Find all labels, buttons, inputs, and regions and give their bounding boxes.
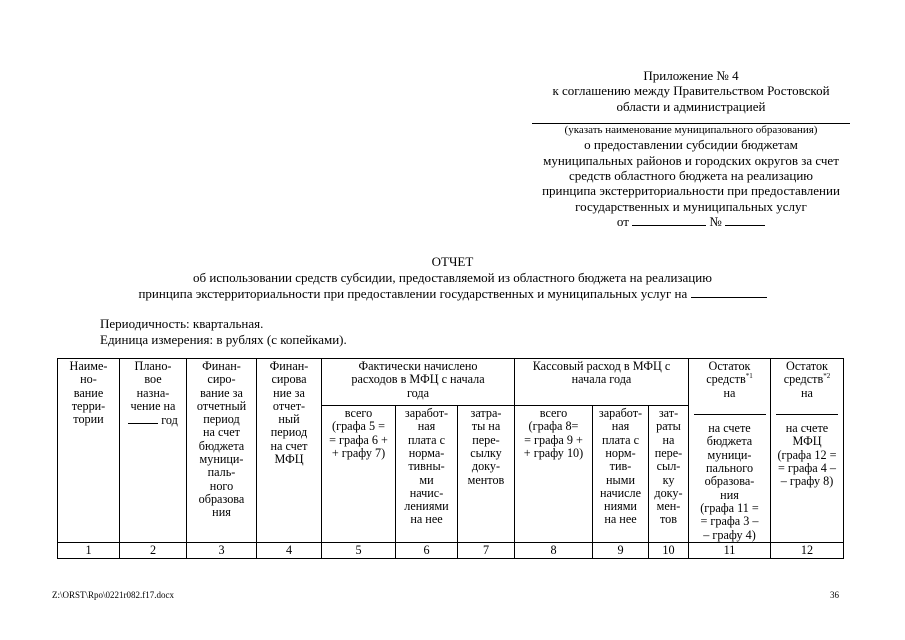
municipality-hint: (указать наименование муниципального образования) (564, 124, 818, 137)
column-number: 1 (58, 542, 120, 558)
report-title: ОТЧЕТ (431, 254, 474, 269)
report-subtitle-text: принципа экстерриториальности при предоставлении государственных и муниципальных услуг на (138, 285, 688, 301)
balance-date-blank (690, 404, 769, 418)
column-numbers-row (58, 542, 844, 558)
date-prefix: от (616, 214, 629, 230)
appendix-header (520, 68, 862, 230)
column-number: 9 (593, 542, 649, 558)
table-header-row (58, 359, 844, 406)
col-balance-municipal-header (689, 359, 771, 543)
appendix-line: государственных и муниципальных услуг (575, 198, 807, 214)
col-territory-header: Наиме- но- вание терри- тории (58, 359, 120, 543)
footer-file-path: Z:\ORST\Rpo\0221r082.f17.docx (52, 590, 174, 600)
col-mfc-funding-header: Финан- сирова ние за отчет- ный период на счет МФЦ (257, 359, 322, 543)
col-planned-label: Плано- вое назна- чение на (130, 359, 176, 413)
balance-text: Остаток средств (783, 359, 828, 387)
column-number: 10 (649, 542, 689, 558)
date-blank (776, 404, 838, 415)
year-label: год (161, 413, 178, 428)
col-cash-salary: заработ- ная плата с норм- тив- ными начисле ниями на нее (593, 406, 649, 543)
balance-date-blank (772, 404, 842, 418)
column-number: 4 (257, 542, 322, 558)
appendix-line: средств областного бюджета на реализацию (568, 168, 814, 184)
balance-on: на (723, 385, 736, 400)
date-blank (632, 214, 706, 226)
column-number: 3 (187, 542, 257, 558)
column-number: 12 (771, 542, 844, 558)
column-number: 8 (515, 542, 593, 558)
balance-on: на (801, 385, 813, 400)
col-planned-header (120, 359, 187, 543)
agreement-date-number (520, 214, 862, 229)
report-subtitle-line (60, 286, 845, 302)
report-subtitle-line: об использовании средств субсидии, предоставляемой из областного бюджета на реализацию (193, 270, 712, 285)
balance-desc: на счете МФЦ (графа 12 = = графа 4 – – графу 8) (777, 421, 837, 489)
column-number: 11 (689, 542, 771, 558)
column-number: 7 (458, 542, 515, 558)
group-cash-header: Кассовый расход в МФЦ с начала года (515, 359, 689, 406)
number-blank (725, 214, 765, 226)
col-accrued-shipping: затра- ты на пере- сылку доку- ментов (458, 406, 515, 543)
balance-label (772, 360, 842, 387)
periodicity: Периодичность: квартальная. (100, 316, 264, 331)
footnote-mark: *1 (745, 372, 753, 381)
col-cash-total: всего (графа 8= = графа 9 + + графу 10) (515, 406, 593, 543)
report-subtitle (60, 270, 845, 301)
report-table (57, 358, 844, 559)
appendix-line: муниципальных районов и городских округов за счет (543, 152, 839, 168)
column-number: 5 (322, 542, 396, 558)
appendix-title: Приложение № 4 (643, 68, 739, 83)
balance-label (690, 360, 769, 387)
measurement-unit: Единица измерения: в рублях (с копейками). (100, 331, 347, 347)
col-accrued-salary: заработ- ная плата с норма- тивны- ми начис- лениями на нее (396, 406, 458, 543)
column-number: 6 (396, 542, 458, 558)
footnote-mark: *2 (823, 372, 831, 381)
col-planned-year (121, 413, 185, 427)
balance-desc: на счете бюджета муници- пального образова- ния (графа 11 = = графа 3 – – графу 4) (700, 421, 759, 542)
col-municipal-funding-header: Финан- сиро- вание за отчетный период на счет бюджета муници- паль- ного образова ния (187, 359, 257, 543)
appendix-line: области и администрацией (616, 98, 766, 114)
col-balance-mfc-header (771, 359, 844, 543)
column-number: 2 (120, 542, 187, 558)
appendix-line: о предоставлении субсидии бюджетам (584, 137, 798, 153)
col-cash-shipping: зат- раты на пере- сыл- ку доку- мен- тов (649, 406, 689, 543)
group-accrued-header: Фактически начислено расходов в МФЦ с начала года (322, 359, 515, 406)
year-blank (128, 413, 158, 424)
footer-page-number: 36 (830, 590, 839, 600)
balance-text: Остаток средств (706, 359, 751, 387)
col-accrued-total: всего (графа 5 = = графа 6 + + графу 7) (322, 406, 396, 543)
period-blank (691, 286, 767, 298)
number-sign: № (709, 214, 722, 230)
appendix-line: к соглашению между Правительством Ростовской (552, 83, 830, 99)
appendix-line: принципа экстерриториальности при предоставлении (542, 183, 840, 199)
report-params (100, 316, 347, 347)
date-blank (694, 404, 766, 415)
